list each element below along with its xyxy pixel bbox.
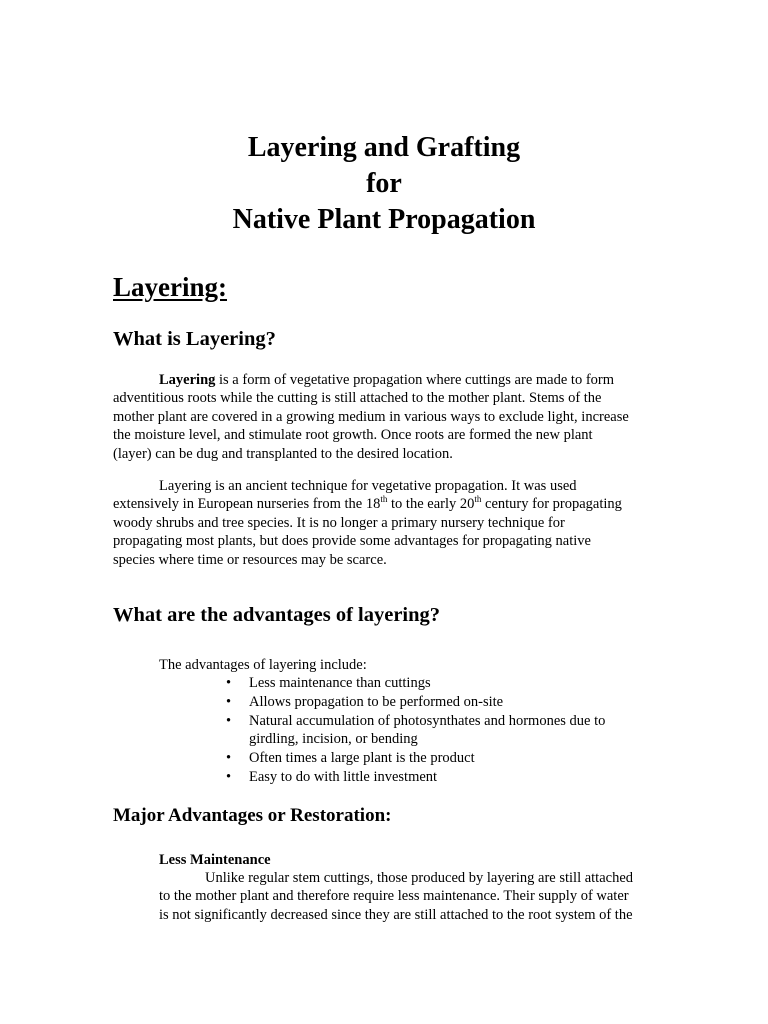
lm-line2: to the mother plant and therefore require less maintenance. Their supply of water bbox=[159, 888, 629, 905]
para2-line3: woody shrubs and tree species. It is no longer a primary nursery technique for bbox=[113, 514, 565, 531]
advantages-list bbox=[226, 674, 646, 786]
bullet-icon: • bbox=[226, 712, 232, 729]
paragraph-history bbox=[113, 477, 653, 569]
para1-line3: mother plant are covered in a growing medium in various ways to exclude light, increase bbox=[113, 408, 629, 425]
title-line-3: Native Plant Propagation bbox=[232, 204, 536, 235]
heading-advantages: What are the advantages of layering? bbox=[113, 604, 441, 626]
term-layering: Layering bbox=[159, 372, 216, 388]
heading-what-is-layering: What is Layering? bbox=[113, 328, 276, 350]
document-title bbox=[0, 130, 768, 238]
para2-line4: propagating most plants, but does provide some advantages for propagating native bbox=[113, 533, 591, 550]
para2-line2-b: to the early 20 bbox=[387, 496, 475, 513]
paragraph-less-maintenance bbox=[159, 869, 653, 924]
list-item-text: Often times a large plant is the product bbox=[249, 749, 475, 766]
bullet-icon: • bbox=[226, 675, 232, 691]
paragraph-what-is-layering bbox=[113, 371, 653, 463]
bullet-icon: • bbox=[226, 693, 232, 710]
advantages-intro: The advantages of layering include: bbox=[159, 657, 367, 673]
list-item-text: Less maintenance than cuttings bbox=[249, 675, 431, 691]
title-line-2: for bbox=[366, 168, 402, 199]
bullet-icon: • bbox=[226, 749, 232, 766]
section-heading-layering: Layering: bbox=[113, 272, 227, 302]
list-item bbox=[226, 674, 646, 692]
heading-major-advantages: Major Advantages or Restoration: bbox=[113, 805, 392, 826]
list-item bbox=[226, 712, 646, 749]
list-item bbox=[226, 768, 646, 786]
para1-line2: adventitious roots while the cutting is still attached to the mother plant. Stems of the bbox=[113, 390, 602, 407]
para2-line2-c: century for propagating bbox=[481, 496, 622, 513]
para2-line2-a: extensively in European nurseries from the 18 bbox=[113, 496, 381, 513]
list-item bbox=[226, 693, 646, 711]
list-item-text: Allows propagation to be performed on-site bbox=[249, 693, 504, 710]
title-line-1: Layering and Grafting bbox=[247, 132, 521, 163]
subheading-less-maintenance: Less Maintenance bbox=[159, 852, 271, 868]
list-item-text: Natural accumulation of photosynthates and hormones due to girdling, incision, or bending bbox=[249, 712, 606, 747]
superscript-th-1: th bbox=[380, 494, 388, 505]
para2-line1: Layering is an ancient technique for vegetative propagation. It was used bbox=[159, 478, 577, 494]
bullet-icon: • bbox=[226, 768, 232, 785]
para1-line5: (layer) can be dug and transplanted to the desired location. bbox=[113, 445, 453, 462]
list-item bbox=[226, 749, 646, 767]
para1-line1: is a form of vegetative propagation where cuttings are made to form bbox=[215, 372, 614, 388]
list-item-text: Easy to do with little investment bbox=[249, 768, 438, 785]
lm-line3: is not significantly decreased since they are still attached to the root system of the bbox=[159, 906, 633, 923]
lm-line1: Unlike regular stem cuttings, those produced by layering are still attached bbox=[205, 870, 634, 886]
superscript-th-2: th bbox=[474, 494, 482, 505]
para2-line5: species where time or resources may be scarce. bbox=[113, 551, 387, 568]
para1-line4: the moisture level, and stimulate root growth. Once roots are formed the new plant bbox=[113, 427, 593, 444]
